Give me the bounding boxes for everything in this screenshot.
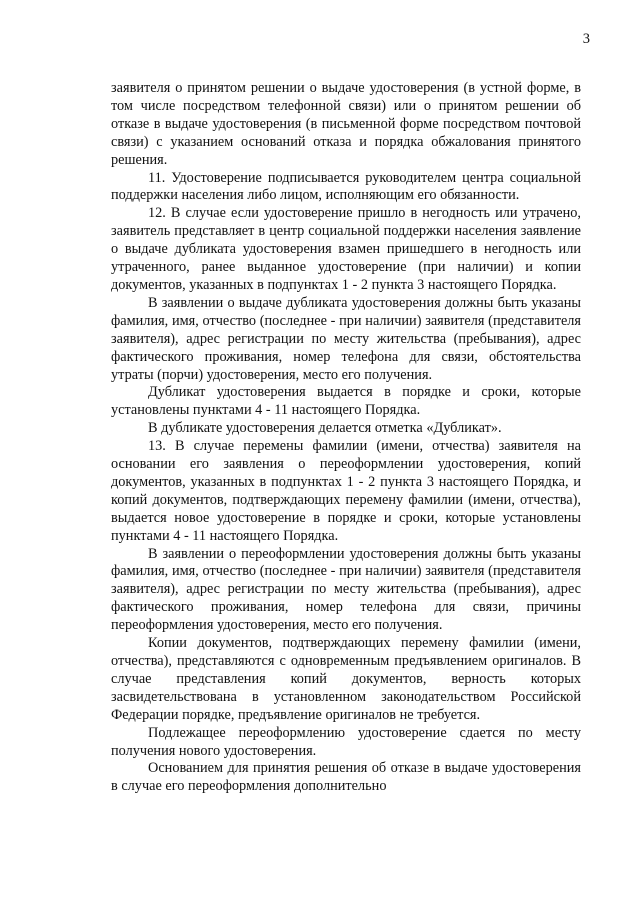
paragraph-document-copies: Копии документов, подтверждающих перемену фамилии (имени, отчества), представляются с одновременным предъявлением оригиналов. В случае представления копий документов, верность которых засвидетельствована в установленном законодательством Российской Федерации порядке, предъявление оригиналов не требуется. (111, 635, 581, 723)
paragraph-refusal-grounds: Основанием для принятия решения об отказе в выдаче удостоверения в случае его переоформления дополнительно (111, 760, 581, 795)
paragraph-duplicate-application: В заявлении о выдаче дубликата удостоверения должны быть указаны фамилия, имя, отчество (последнее - при наличии) заявителя (представителя заявителя), адрес регистрации по месту жительства (пребывания), адрес фактического проживания, номер телефона для связи, обстоятельства утраты (порчи) удостоверения, место его получения. (111, 294, 581, 383)
paragraph-reissue-application: В заявлении о переоформлении удостоверения должны быть указаны фамилия, имя, отчество (последнее - при наличии) заявителя (представителя заявителя), адрес регистрации по месту жительства (пребывания), адрес фактического проживания, номер телефона для связи, причины переоформления удостоверения, место его получения. (111, 545, 581, 634)
paragraph-duplicate-issuance: Дубликат удостоверения выдается в порядке и сроки, которые установлены пунктами 4 - 11 настоящего Порядка. (111, 384, 581, 419)
paragraph-decision-notice: заявителя о принятом решении о выдаче удостоверения (в устной форме, в том числе посредством телефонной связи) или о принятом решении об отказе в выдаче удостоверения (в письменной форме посредством почтовой связи) с указанием оснований отказа и порядка обжалования принятого решения. (111, 80, 581, 168)
page-number: 3 (582, 31, 590, 47)
paragraph-item-11: 11. Удостоверение подписывается руководителем центра социальной поддержки населения либо лицом, исполняющим его обязанности. (111, 169, 581, 204)
document-body (111, 80, 581, 796)
paragraph-surrender-certificate: Подлежащее переоформлению удостоверение сдается по месту получения нового удостоверения. (111, 724, 581, 759)
paragraph-item-13: 13. В случае перемены фамилии (имени, отчества) заявителя на основании его заявления о переоформлении удостоверения, копий документов, указанных в подпунктах 1 - 2 пункта 3 настоящего Порядка, и копий документов, подтверждающих перемену фамилии (имени, отчества), выдается новое удостоверение в порядке и сроки, которые установлены пунктами 4 - 11 настоящего Порядка. (111, 438, 581, 544)
paragraph-item-12: 12. В случае если удостоверение пришло в негодность или утрачено, заявитель представляет в центр социальной поддержки населения заявление о выдаче дубликата удостоверения взамен пришедшего в негодность или утраченного, ранее выданное удостоверение (при наличии) и копии документов, указанных в подпунктах 1 - 2 пункта 3 настоящего Порядка. (111, 205, 581, 293)
paragraph-duplicate-mark: В дубликате удостоверения делается отметка «Дубликат». (148, 420, 502, 437)
